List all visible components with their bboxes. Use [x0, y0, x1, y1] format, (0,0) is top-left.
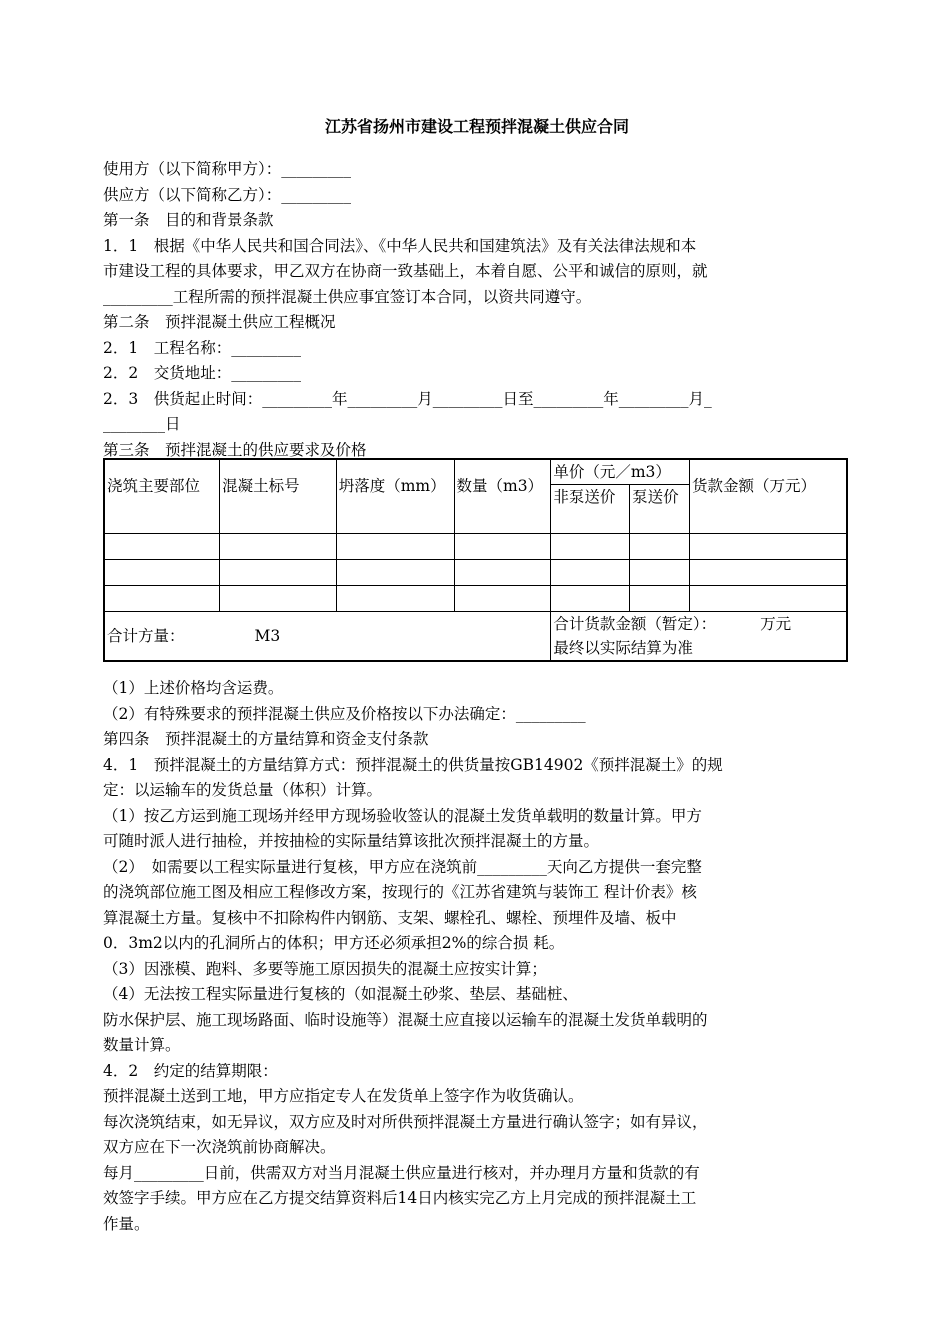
paragraph-line: 定：以运输车的发货总量（体积）计算。	[103, 781, 383, 799]
paragraph-line: （2） 如需要以工程实际量进行复核，甲方应在浇筑前_________天向乙方提供一套完整	[103, 857, 702, 876]
table-cell	[454, 586, 551, 612]
paragraph-line: （1）按乙方运到施工现场并经甲方现场验收签认的混凝土发货单载明的数量计算。甲方	[103, 806, 702, 825]
total-quantity-unit: M3	[254, 627, 281, 645]
table-cell	[551, 534, 630, 560]
paragraph-line: 市建设工程的具体要求，甲乙双方在协商一致基础上，本着自愿、公平和诚信的原则，就	[103, 262, 708, 280]
supply-period-line: 2．3 供货起止时间：_________年_________月_________日至_________年_________月_	[103, 389, 712, 408]
paragraph-line: （4）无法按工程实际量进行复核的（如混凝土砂浆、垫层、基础桩、	[103, 985, 578, 1003]
project-name-line: 2．1 工程名称：_________	[103, 338, 301, 357]
total-quantity-label: 合计方量：	[107, 627, 185, 645]
table-cell	[104, 586, 220, 612]
paragraph-line: 预拌混凝土送到工地，甲方应指定专人在发货单上签字作为收货确认。	[103, 1087, 584, 1105]
table-row	[104, 586, 847, 612]
table-cell	[630, 586, 690, 612]
paragraph-line: （2）有特殊要求的预拌混凝土供应及价格按以下办法确定：_________	[103, 704, 586, 723]
party-a-line: 使用方（以下简称甲方）：_________	[103, 160, 352, 178]
table-cell	[454, 534, 551, 560]
header-slump: 坍落度（mm）	[336, 459, 454, 534]
paragraph-line: 1．1 根据《中华人民共和国合同法》、《中华人民共和国建筑法》及有关法律法规和本	[103, 236, 697, 255]
table-cell	[336, 560, 454, 586]
paragraph-line: （3）因涨模、跑料、多要等施工原因损失的混凝土应按实计算；	[103, 959, 547, 978]
header-pump-price: 泵送价	[630, 485, 690, 534]
header-amount: 货款金额（万元）	[689, 459, 847, 534]
table-cell	[689, 534, 847, 560]
table-cell	[104, 560, 220, 586]
paragraph-line: 0．3m2以内的孔洞所占的体积；甲方还必须承担2%的综合损 耗。	[103, 934, 565, 952]
paragraph-line: 每月_________日前，供需双方对当月混凝土供应量进行核对，并办理月方量和货款的有	[103, 1163, 700, 1182]
table-cell	[220, 534, 337, 560]
party-b-line: 供应方（以下简称乙方）：_________	[103, 185, 352, 204]
table-cell	[104, 534, 220, 560]
total-amount-cell	[551, 612, 847, 662]
header-non-pump-price: 非泵送价	[551, 485, 630, 534]
header-unit-price: 单价（元／m3）	[551, 459, 690, 485]
article-1-heading: 第一条 目的和背景条款	[103, 211, 274, 229]
paragraph-line: 每次浇筑结束，如无异议，双方应及时对所供预拌混凝土方量进行确认签字；如有异议，	[103, 1112, 708, 1131]
supply-period-line-end: ________日	[103, 415, 181, 433]
paragraph-line: _________工程所需的预拌混凝土供应事宜签订本合同，以资共同遵守。	[103, 287, 592, 306]
total-quantity-cell	[104, 612, 551, 662]
paragraph-line: 数量计算。	[103, 1036, 181, 1054]
table-cell	[689, 560, 847, 586]
paragraph-line: 防水保护层、施工现场路面、临时设施等）混凝土应直接以运输车的混凝土发货单载明的	[103, 1010, 708, 1029]
article-2-heading: 第二条 预拌混凝土供应工程概况	[103, 313, 336, 331]
table-cell	[689, 586, 847, 612]
table-cell	[220, 560, 337, 586]
paragraph-line: 效签字手续。甲方应在乙方提交结算资料后14日内核实完乙方上月完成的预拌混凝土工	[103, 1189, 697, 1207]
table-cell	[551, 560, 630, 586]
table-cell	[630, 560, 690, 586]
paragraph-line: （1）上述价格均含运费。	[103, 679, 284, 697]
header-quantity: 数量（m3）	[454, 459, 551, 534]
table-cell	[551, 586, 630, 612]
final-settlement-note: 最终以实际结算为准	[553, 639, 693, 657]
delivery-address-line: 2．2 交货地址：_________	[103, 364, 301, 382]
table-cell	[336, 534, 454, 560]
table-row	[104, 534, 847, 560]
paragraph-line: 4．2 约定的结算期限：	[103, 1061, 278, 1080]
paragraph-line: 的浇筑部位施工图及相应工程修改方案，按现行的《江苏省建筑与装饰工 程计价表》核	[103, 883, 697, 901]
header-concrete-grade: 混凝土标号	[220, 459, 337, 534]
header-pour-part: 浇筑主要部位	[104, 459, 220, 534]
body-section	[103, 676, 851, 1237]
paragraph-line: 算混凝土方量。复核中不扣除构件内钢筋、支架、螺栓孔、螺栓、预埋件及墙、板中	[103, 908, 677, 927]
table-cell	[454, 560, 551, 586]
table-cell	[220, 586, 337, 612]
table-row	[104, 560, 847, 586]
supply-price-table	[103, 458, 848, 662]
paragraph-line: 4．1 预拌混凝土的方量结算方式：预拌混凝土的供货量按GB14902《预拌混凝土》的规	[103, 755, 723, 774]
article-3-heading: 第三条 预拌混凝土的供应要求及价格	[103, 440, 367, 459]
total-amount-label: 合计货款金额（暂定）：	[553, 615, 717, 633]
paragraph-line: 作量。	[103, 1214, 150, 1233]
paragraph-line: 可随时派人进行抽检，并按抽检的实际量结算该批次预拌混凝土的方量。	[103, 832, 600, 850]
total-amount-unit: 万元	[760, 615, 792, 633]
table-cell	[630, 534, 690, 560]
document-title: 江苏省扬州市建设工程预拌混凝土供应合同	[324, 117, 629, 136]
table-cell	[336, 586, 454, 612]
paragraph-line: 双方应在下一次浇筑前协商解决。	[103, 1138, 336, 1156]
intro-section	[103, 157, 851, 463]
article-4-heading: 第四条 预拌混凝土的方量结算和资金支付条款	[103, 730, 429, 748]
